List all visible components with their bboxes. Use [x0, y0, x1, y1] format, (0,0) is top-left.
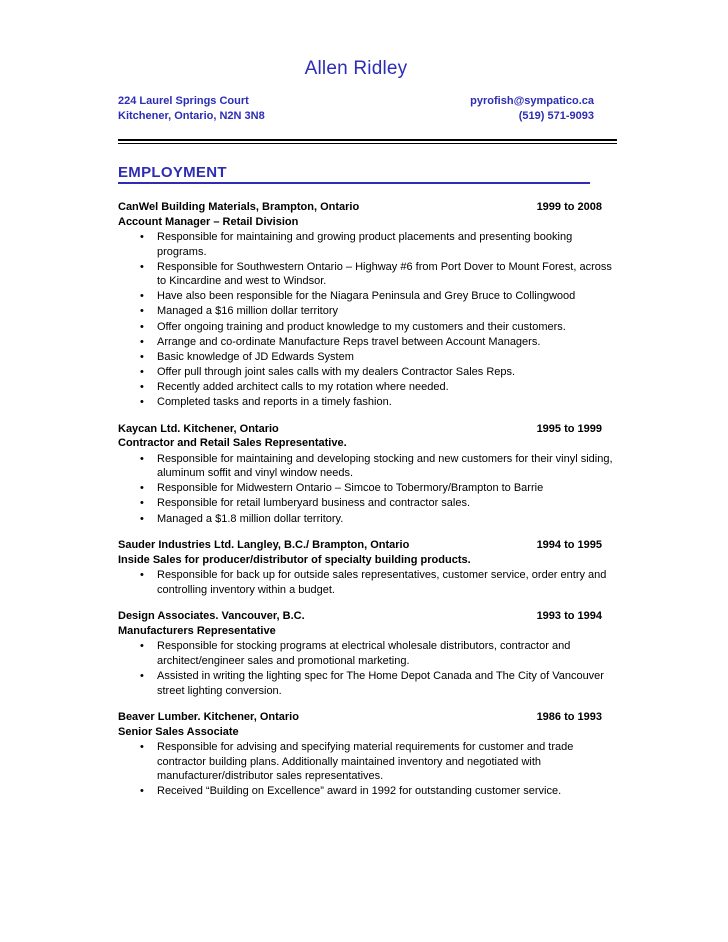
email-address[interactable]: pyrofish@sympatico.ca [470, 95, 594, 107]
job-bullet: • Responsible for maintaining and growing product placements and presenting booking programs. [118, 230, 618, 259]
job-bullet: • Assisted in writing the lighting spec for The Home Depot Canada and The City of Vancouver street lighting conversion. [118, 669, 618, 698]
job-bullet-list [118, 740, 618, 799]
job-entry [118, 710, 618, 799]
phone-number: (519) 571-9093 [518, 110, 594, 122]
job-bullet: • Have also been responsible for the Niagara Peninsula and Grey Bruce to Collingwood [118, 289, 618, 304]
job-header [118, 200, 618, 215]
page-title: Allen Ridley [304, 58, 408, 79]
job-bullet: • Arrange and co-ordinate Manufacture Reps travel between Account Managers. [118, 335, 618, 350]
job-company: Design Associates. Vancouver, B.C. [118, 610, 305, 623]
job-bullet: • Offer pull through joint sales calls with my dealers Contractor Sales Reps. [118, 365, 618, 380]
job-title: Inside Sales for producer/distributor of specialty building products. [118, 553, 471, 566]
job-bullet-list [118, 452, 618, 526]
job-bullet: • Offer ongoing training and product knowledge to my customers and their customers. [118, 320, 618, 335]
job-bullet: • Responsible for maintaining and developing stocking and new customers for their vinyl siding, aluminum soffit and vinyl window needs. [118, 452, 618, 481]
address-line-1: 224 Laurel Springs Court [118, 95, 249, 107]
job-bullet: • Responsible for stocking programs at electrical wholesale distributors, contractor and architect/engineer sales and promotional marketing. [118, 639, 618, 668]
section-heading-employment: EMPLOYMENT [118, 164, 227, 181]
job-entry [118, 422, 618, 526]
job-title: Contractor and Retail Sales Representative. [118, 437, 347, 450]
job-dates: 1993 to 1994 [536, 610, 602, 623]
job-title: Account Manager – Retail Division [118, 215, 299, 228]
job-bullet: • Received “Building on Excellence” award in 1992 for outstanding customer service. [118, 784, 618, 799]
job-company: Kaycan Ltd. Kitchener, Ontario [118, 422, 279, 435]
job-bullet: • Recently added architect calls to my rotation where needed. [118, 380, 618, 395]
contact-details [470, 94, 594, 124]
job-company: Sauder Industries Ltd. Langley, B.C./ Brampton, Ontario [118, 539, 410, 552]
job-bullet: • Responsible for Midwestern Ontario – Simcoe to Tobermory/Brampton to Barrie [118, 481, 618, 496]
job-bullet: • Responsible for back up for outside sales representatives, customer service, order entry and controlling inventory within a budget. [118, 568, 618, 597]
job-bullet-list [118, 568, 618, 597]
job-title: Manufacturers Representative [118, 624, 276, 637]
address-line-2: Kitchener, Ontario, N2N 3N8 [118, 110, 265, 122]
job-bullet: • Responsible for retail lumberyard business and contractor sales. [118, 496, 618, 511]
job-bullet-list [118, 230, 618, 410]
job-header [118, 609, 618, 624]
job-dates: 1986 to 1993 [536, 711, 602, 724]
job-dates: 1994 to 1995 [536, 539, 602, 552]
job-bullet-list [118, 639, 618, 698]
job-header [118, 538, 618, 553]
job-company: CanWel Building Materials, Brampton, Ontario [118, 201, 360, 213]
job-title: Senior Sales Associate [118, 725, 239, 738]
job-bullet: • Managed a $16 million dollar territory [118, 304, 618, 319]
job-bullet: • Managed a $1.8 million dollar territory. [118, 512, 618, 527]
job-bullet: • Responsible for Southwestern Ontario – Highway #6 from Port Dover to Mount Forest, across to Kincardine and west to Windsor. [118, 260, 618, 289]
job-bullet: • Basic knowledge of JD Edwards System [118, 350, 618, 365]
header-divider [118, 139, 617, 144]
job-header [118, 710, 618, 725]
section-heading-underline [118, 182, 590, 184]
job-header [118, 422, 618, 437]
contact-block [118, 94, 594, 128]
job-bullet: • Responsible for advising and specifying material requirements for customer and trade contractor building plans. Additionally maintained inventory and negotiated with manufacturer/distributor sales representatives. [118, 740, 618, 784]
job-entry [118, 200, 618, 410]
employment-list [118, 200, 618, 811]
job-bullet: • Completed tasks and reports in a timely fashion. [118, 395, 618, 410]
job-dates: 1999 to 2008 [536, 201, 602, 213]
job-dates: 1995 to 1999 [536, 422, 602, 435]
job-entry [118, 609, 618, 698]
job-entry [118, 538, 618, 597]
job-company: Beaver Lumber. Kitchener, Ontario [118, 711, 299, 724]
contact-address [118, 94, 265, 124]
